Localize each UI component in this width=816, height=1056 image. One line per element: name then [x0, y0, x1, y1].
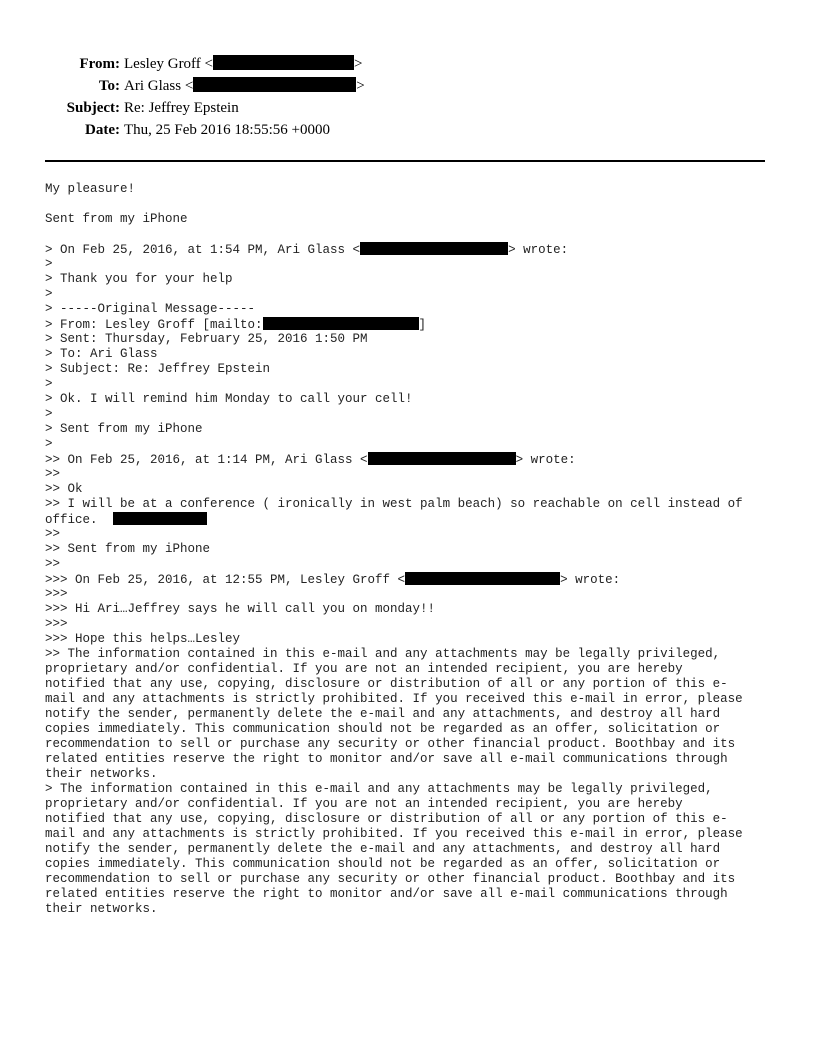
to-row [0, 75, 816, 97]
quote-line: >>> Hi Ari…Jeffrey says he will call you on monday!! [45, 602, 436, 616]
disclaimer-line: related entities reserve the right to monitor and/or save all e-mail communications through [45, 887, 728, 901]
disclaimer-line: proprietary and/or confidential. If you are not an intended recipient, you are hereby [45, 797, 683, 811]
quote-line: > Sent from my iPhone [45, 422, 203, 436]
date-row [0, 119, 816, 141]
disclaimer-line: notify the sender, permanently delete the e-mail and any attachments, and destroy all hard [45, 707, 721, 721]
from-label: From: [79, 56, 120, 72]
subject-row [0, 97, 816, 119]
disclaimer-line: related entities reserve the right to monitor and/or save all e-mail communications through [45, 752, 728, 766]
quote-text: > wrote: [515, 453, 576, 467]
redaction-block [360, 242, 508, 255]
redaction-block [213, 55, 354, 70]
disclaimer-line: >> The information contained in this e-mail and any attachments may be legally privileged, [45, 647, 721, 661]
disclaimer-line: proprietary and/or confidential. If you are not an intended recipient, you are hereby [45, 662, 683, 676]
quote-line: > To: Ari Glass [45, 347, 158, 361]
quote-line: > [45, 437, 53, 451]
quote-line: > [45, 257, 53, 271]
to-value [124, 75, 365, 97]
disclaimer-line: mail and any attachments is strictly prohibited. If you received this e-mail in error, please [45, 692, 743, 706]
blank-line [45, 227, 775, 242]
quote-text: > On Feb 25, 2016, at 1:54 PM, Ari Glass < [45, 243, 361, 257]
quote-line: >> [45, 467, 61, 481]
quote-line: >>> [45, 617, 68, 631]
disclaimer-block [45, 647, 775, 782]
email-header [0, 53, 816, 141]
disclaimer-line: their networks. [45, 902, 158, 916]
quote-text: >> On Feb 25, 2016, at 1:14 PM, Ari Glass < [45, 453, 368, 467]
quote-text: > From: Lesley Groff [mailto: [45, 318, 263, 332]
date-value: Thu, 25 Feb 2016 18:55:56 +0000 [124, 122, 330, 138]
email-body [45, 182, 775, 917]
quote-line: > Ok. I will remind him Monday to call your cell! [45, 392, 413, 406]
redaction-block [193, 77, 356, 92]
quote-line: >> Ok [45, 482, 83, 496]
to-label: To: [98, 78, 120, 94]
quote-line: >> Sent from my iPhone [45, 542, 211, 556]
quote-line: > Thank you for your help [45, 272, 233, 286]
quote-line [45, 572, 775, 587]
quote-text: ] [418, 318, 427, 332]
quote-text: >>> On Feb 25, 2016, at 12:55 PM, Lesley Groff < [45, 573, 406, 587]
quote-text: > wrote: [560, 573, 621, 587]
quote-line: >> I will be at a conference ( ironically in west palm beach) so reachable on cell instead of [45, 497, 743, 511]
disclaimer-line: their networks. [45, 767, 158, 781]
subject-label: Subject: [66, 100, 120, 116]
quote-line [45, 512, 775, 527]
quote-line: > Subject: Re: Jeffrey Epstein [45, 362, 271, 376]
from-value [124, 53, 362, 75]
quote-line: > -----Original Message----- [45, 302, 256, 316]
quote-line: > [45, 407, 53, 421]
disclaimer-line: > The information contained in this e-mail and any attachments may be legally privileged, [45, 782, 713, 796]
redaction-block [263, 317, 419, 330]
redaction-block [405, 572, 560, 585]
quote-line: > Sent: Thursday, February 25, 2016 1:50 PM [45, 332, 368, 346]
disclaimer-block [45, 782, 775, 917]
redaction-block [368, 452, 516, 465]
disclaimer-line: recommendation to sell or purchase any security or other financial product. Boothbay and its [45, 872, 736, 886]
disclaimer-line: recommendation to sell or purchase any security or other financial product. Boothbay and its [45, 737, 736, 751]
date-label: Date: [85, 122, 120, 138]
quote-line: > [45, 287, 53, 301]
from-name: Lesley Groff < [124, 56, 213, 72]
quote-line: >>> [45, 587, 68, 601]
quote-line: >>> Hope this helps…Lesley [45, 632, 241, 646]
quote-text: > wrote: [508, 243, 569, 257]
quote-line: >> [45, 557, 61, 571]
body-line: My pleasure! [45, 182, 136, 196]
header-divider [45, 160, 765, 162]
disclaimer-line: copies immediately. This communication should not be regarded as an offer, solicitation or [45, 722, 721, 736]
from-row [0, 53, 816, 75]
subject-value: Re: Jeffrey Epstein [124, 100, 239, 116]
from-close: > [354, 56, 363, 72]
disclaimer-line: notified that any use, copying, disclosure or distribution of all or any portion of this e- [45, 677, 728, 691]
quote-text: office. [45, 513, 113, 527]
disclaimer-line: copies immediately. This communication should not be regarded as an offer, solicitation or [45, 857, 721, 871]
blank-line [45, 197, 775, 212]
quote-line: > [45, 377, 53, 391]
quote-line [45, 452, 775, 467]
redaction-block [113, 512, 207, 525]
quote-line: >> [45, 527, 61, 541]
quote-line [45, 242, 775, 257]
disclaimer-line: notified that any use, copying, disclosure or distribution of all or any portion of this e- [45, 812, 728, 826]
quote-line [45, 317, 775, 332]
disclaimer-line: notify the sender, permanently delete the e-mail and any attachments, and destroy all hard [45, 842, 721, 856]
to-name: Ari Glass < [124, 78, 194, 94]
to-close: > [356, 78, 365, 94]
body-line: Sent from my iPhone [45, 212, 188, 226]
disclaimer-line: mail and any attachments is strictly prohibited. If you received this e-mail in error, please [45, 827, 743, 841]
